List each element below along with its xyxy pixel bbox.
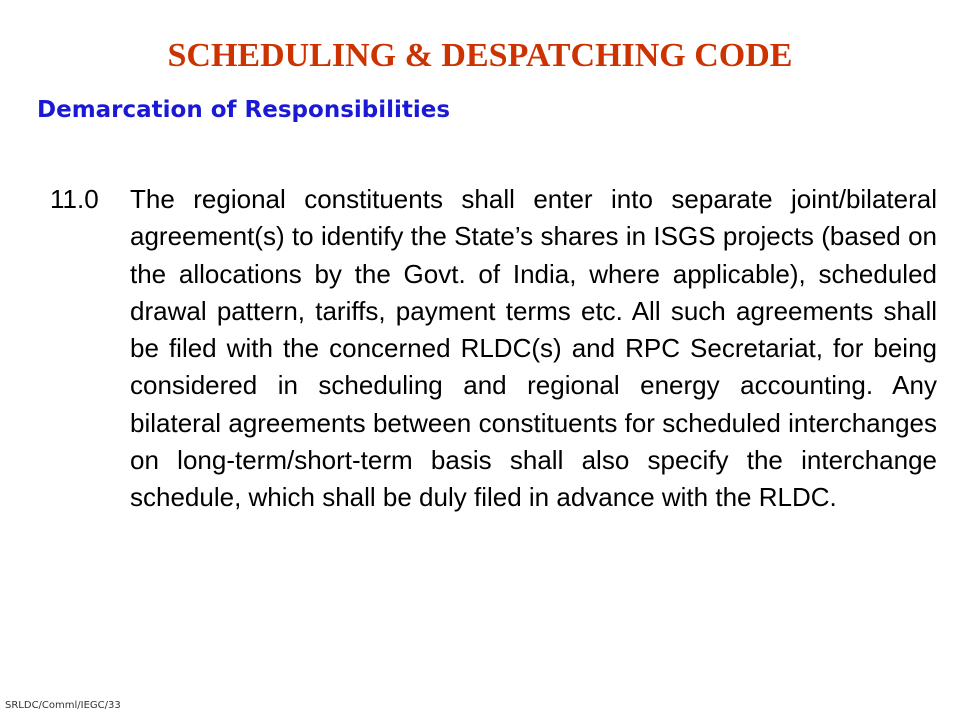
clause-block bbox=[37, 181, 937, 517]
slide-title: SCHEDULING & DESPATCHING CODE bbox=[167, 37, 793, 74]
footer-reference: SRLDC/Comml/IEGC/33 bbox=[5, 700, 121, 711]
section-subtitle: Demarcation of Responsibilities bbox=[37, 97, 451, 123]
clause-number: 11.0 bbox=[50, 184, 99, 214]
clause-text: The regional constituents shall enter into separate joint/bilateral agreement(s) to identify the State’s shares in ISGS projects (based on the allocations by the Govt. of India, where applicable), scheduled drawal pattern, tariffs, payment terms etc. All such agreements shall be filed with the concerned RLDC(s) and RPC Secretariat, for being considered in scheduling and regional energy accounting. Any bilateral agreements between constituents for scheduled interchanges on long-term/short-term basis shall also specify the interchange schedule, which shall be duly filed in advance with the RLDC. bbox=[130, 184, 937, 513]
